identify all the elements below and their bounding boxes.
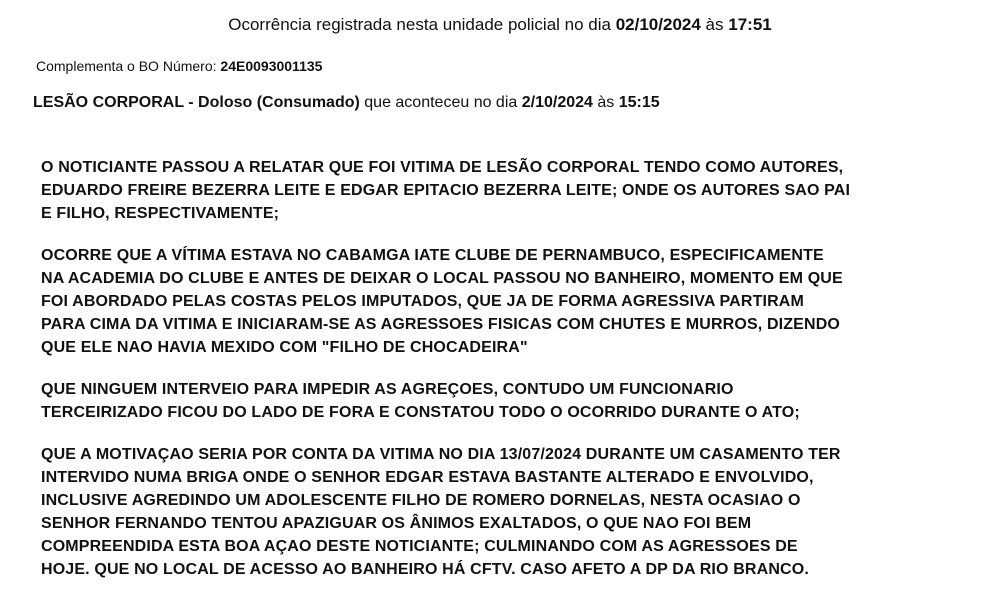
complement-line <box>36 57 322 75</box>
occurrence-separator: às <box>705 15 724 34</box>
complement-label: Complementa o BO Número: <box>36 58 217 74</box>
complement-bo-number: 24E0093001135 <box>220 58 323 74</box>
narrative-paragraph: O NOTICIANTE PASSOU A RELATAR QUE FOI VITIMA DE LESÃO CORPORAL TENDO COMO AUTORES, EDUARDO FREIRE BEZERRA LEITE E EDGAR EPITACIO BEZERRA LEITE; ONDE OS AUTORES SAO PAI E FILHO, RESPECTIVAMENTE; <box>41 159 851 222</box>
occurrence-header <box>0 14 1000 36</box>
crime-line <box>33 93 660 113</box>
narrative-paragraph: QUE NINGUEM INTERVEIO PARA IMPEDIR AS AGREÇOES, CONTUDO UM FUNCIONARIO TERCEIRIZADO FICOU DO LADO DE FORA E CONSTATOU TODO O OCORRIDO DURANTE O ATO; <box>41 381 800 421</box>
narrative-body <box>41 156 981 600</box>
crime-date-prefix: que aconteceu no dia <box>364 94 518 111</box>
crime-date: 2/10/2024 <box>521 94 593 111</box>
crime-time: 15:15 <box>618 94 660 111</box>
crime-title: LESÃO CORPORAL - Doloso (Consumado) <box>33 94 360 111</box>
narrative-paragraph: OCORRE QUE A VÍTIMA ESTAVA NO CABAMGA IATE CLUBE DE PERNAMBUCO, ESPECIFICAMENTE NA ACADEMIA DO CLUBE E ANTES DE DEIXAR O LOCAL PASSOU NO BANHEIRO, MOMENTO EM QUE FOI ABORDADO PELAS COSTAS PELOS IMPUTADOS, QUE JA DE FORMA AGRESSIVA PARTIRAM PARA CIMA DA VITIMA E INICIARAM-SE AS AGRESSOES FISICAS COM CHUTES E MURROS, DIZENDO QUE ELE NAO HAVIA MEXIDO COM "FILHO DE CHOCADEIRA" <box>41 247 843 356</box>
occurrence-prefix: Ocorrência registrada nesta unidade policial no dia <box>228 15 611 34</box>
narrative-paragraph: QUE A MOTIVAÇAO SERIA POR CONTA DA VITIMA NO DIA 13/07/2024 DURANTE UM CASAMENTO TER INTERVIDO NUMA BRIGA ONDE O SENHOR EDGAR ESTAVA BASTANTE ALTERADO E ENVOLVIDO, INCLUSIVE AGREDINDO UM ADOLESCENTE FILHO DE ROMERO DORNELAS, NESTA OCASIAO O SENHOR FERNANDO TENTOU APAZIGUAR OS ÂNIMOS EXALTADOS, O QUE NAO FOI BEM COMPREENDIDA ESTA BOA AÇAO DESTE NOTICIANTE; CULMINANDO COM AS AGRESSOES DE HOJE. QUE NO LOCAL DE ACESSO AO BANHEIRO HÁ CFTV. CASO AFETO A DP DA RIO BRANCO. <box>41 446 841 578</box>
crime-separator: às <box>597 94 615 111</box>
occurrence-time: 17:51 <box>728 15 772 34</box>
occurrence-date: 02/10/2024 <box>615 15 701 34</box>
